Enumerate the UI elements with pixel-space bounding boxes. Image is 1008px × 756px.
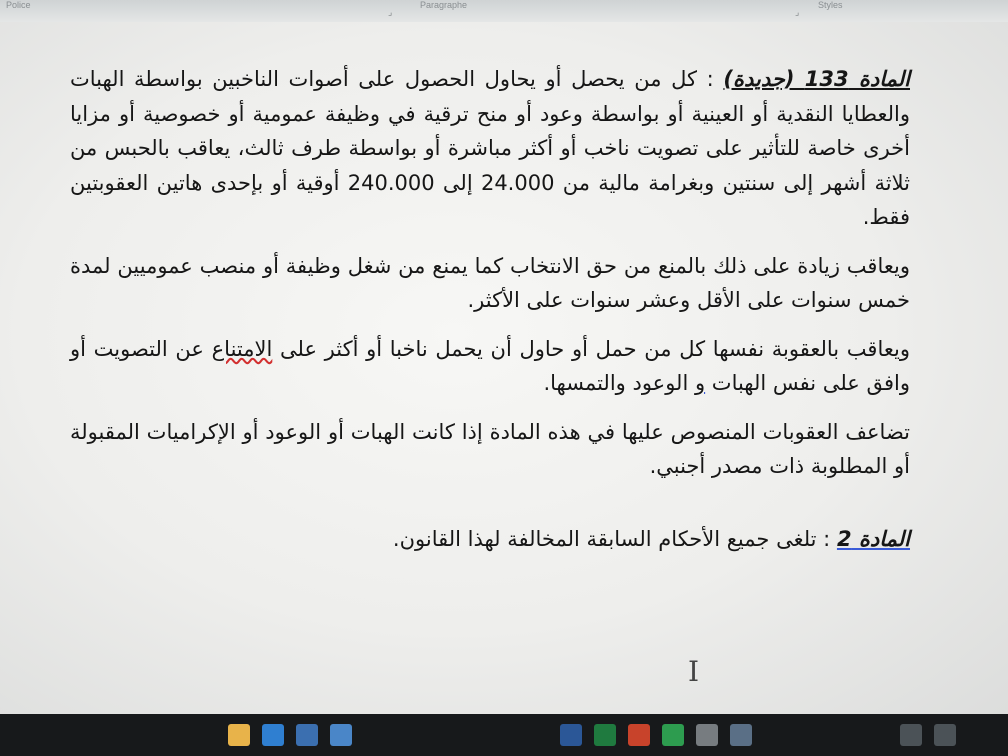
document-body[interactable] [70, 62, 910, 570]
chrome-icon[interactable] [662, 724, 684, 746]
ribbon-bar [0, 0, 1008, 23]
store-icon[interactable] [296, 724, 318, 746]
article-2-heading: المادة 2 [836, 526, 910, 551]
same-penalty-text-middle: عن التصويت أو وافق على نفس الهبات [70, 336, 910, 395]
article-133-separator: : [697, 67, 724, 91]
article-2-paragraph[interactable] [70, 522, 910, 557]
same-penalty-paragraph[interactable] [70, 332, 910, 401]
camera-icon[interactable] [730, 724, 752, 746]
powerpoint-icon[interactable] [628, 724, 650, 746]
article-133-heading: المادة 133 (جديدة) [723, 67, 910, 91]
file-explorer-icon[interactable] [228, 724, 250, 746]
ribbon-launcher-icon[interactable]: ⌟ [388, 8, 393, 18]
mail-icon[interactable] [330, 724, 352, 746]
network-icon[interactable] [900, 724, 922, 746]
ribbon-group-styles-label[interactable]: Styles [818, 0, 843, 10]
spellcheck-flagged-word[interactable]: الامتناع [211, 336, 273, 361]
taskbar [0, 714, 1008, 756]
grammar-flagged-word[interactable]: و [694, 371, 706, 395]
penalty-paragraph[interactable] [70, 249, 910, 318]
word-icon[interactable] [560, 724, 582, 746]
same-penalty-text-end: الوعود والتمسها. [543, 371, 695, 395]
penalty-text: ويعاقب زيادة على ذلك بالمنع من حق الانتخاب كما يمنع من شغل وظيفة أو منصب عموميين لمدة خمس سنوات على الأقل وعشر سنوات على الأكثر. [70, 253, 910, 312]
article-133-paragraph[interactable] [70, 62, 910, 235]
ribbon-group-paragraph-label[interactable]: Paragraphe [420, 0, 468, 10]
excel-icon[interactable] [594, 724, 616, 746]
edge-icon[interactable] [262, 724, 284, 746]
article-2-separator: : [816, 526, 837, 551]
settings-icon[interactable] [696, 724, 718, 746]
volume-icon[interactable] [934, 724, 956, 746]
ribbon-launcher-icon[interactable]: ⌟ [795, 8, 800, 18]
doubling-text: تضاعف العقوبات المنصوص عليها في هذه المادة إذا كانت الهبات أو الوعود أو الإكراميات المقبولة أو المطلوبة ذات مصدر أجنبي. [70, 419, 910, 478]
document-page[interactable] [0, 22, 1008, 714]
article-133-text: كل من يحصل أو يحاول الحصول على أصوات الناخبين بواسطة الهبات والعطايا النقدية أو العينية أو بواسطة وعود أو منح ترقية في وظيفة عمومية أو خصوصية أو مزايا أخرى خاصة للتأثير على تصويت ناخب أو أكثر مباشرة أو بواسطة طرف ثالث، يعاقب بالحبس من ثلاثة أشهر إلى سنتين وبغرامة مالية من 24.000 إلى 240.000 أوقية أو بإحدى هاتين العقوبتين فقط. [70, 67, 910, 229]
text-cursor-icon: I [688, 655, 700, 688]
doubling-paragraph[interactable] [70, 415, 910, 484]
ribbon-group-font-label[interactable]: Police [6, 0, 31, 10]
same-penalty-text-start: ويعاقب بالعقوبة نفسها كل من حمل أو حاول أن يحمل ناخبا أو أكثر على [272, 336, 910, 361]
article-2-text: تلغى جميع الأحكام السابقة المخالفة لهذا القانون. [392, 526, 817, 551]
